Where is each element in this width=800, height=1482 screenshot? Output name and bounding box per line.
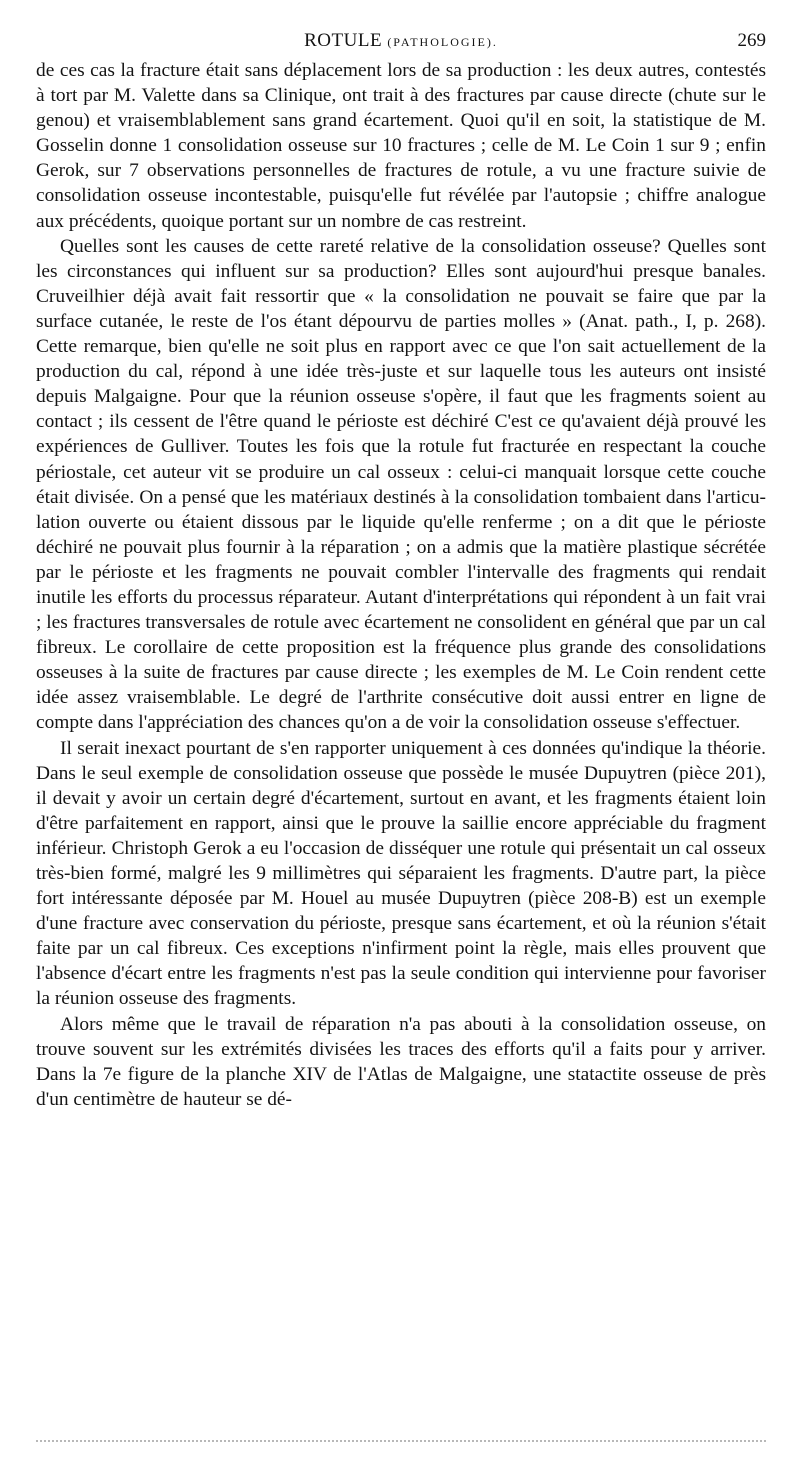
document-page <box>36 0 766 1482</box>
title-main: ROTULE <box>304 30 383 51</box>
paragraph-2: Quelles sont les causes de cette rareté relative de la consolidation osseuse? Quelles sont les circonstances qui influent sur sa production? Elles sont aujourd'hui presque banales. Cruveilhier déjà avait fait ressortir que « la consolidation ne pouvait se faire que par la surface cutanée, le reste de l'os étant dépourvu de parties molles » (Anat. path., I, p. 268). Cette remarque, bien qu'elle ne soit plus en rapport avec ce que l'on sait actuellement de la production du cal, répond à une idée très-juste et sur laquelle tous les auteurs ont insisté depuis Malgaigne. Pour que la réunion osseuse s'opère, il faut que les fragments soient au contact ; ils cessent de l'être quand le périoste est déchiré C'est ce qu'avaient déjà prouvé les expériences de Gulliver. Toutes les fois que la rotule fut fracturée en respectant la couche périostale, cet auteur vit se produire un cal osseux : celui-ci manquait lorsque cette couche était divisée. On a pensé que les matériaux destinés à la consolidation tombaient dans l'articulation ouverte ou étaient dissous par le liquide qu'elle renferme ; on a dit que le périoste déchiré ne pouvait plus fournir à la réparation ; on a admis que la matière plastique sécrétée par le périoste et les fragments ne pouvait combler l'intervalle des fragments qui rendait inutile les efforts du processus réparateur. Autant d'interprétations qui répondent à un fait vrai ; les fractures transversales de rotule avec écartement ne consolident en général que par un cal fibreux. Le corollaire de cette proposition est la fréquence plus grande des consolidations osseuses à la suite de fractures par cause directe ; les exemples de M. Le Coin rendent cette idée assez vraisemblable. Le degré de l'arthrite consécutive doit aussi entrer en ligne de compte dans l'appréciation des chances qu'on a de voir la consolidation osseuse s'effectuer. <box>36 235 766 734</box>
page-number: 269 <box>737 30 766 51</box>
running-head <box>36 0 766 62</box>
body-text <box>36 58 766 1112</box>
footer-dotted-rule <box>36 1440 766 1444</box>
paragraph-4: Alors même que le travail de réparation n'a pas abouti à la consolidation osseuse, on trouve souvent sur les extrémités divisées les traces des efforts qu'il a faits pour y arriver. Dans la 7e figure de la planche XIV de l'Atlas de Malgaigne, une statactite osseuse de près d'un centimètre de hauteur se dé- <box>36 1013 766 1110</box>
title-sub: (PATHOLOGIE). <box>387 35 498 49</box>
paragraph-3: Il serait inexact pourtant de s'en rapporter uniquement à ces données qu'indique la théorie. Dans le seul exemple de consolidation osseuse que possède le musée Dupuytren (pièce 201), il devait y avoir un certain degré d'écartement, surtout en avant, et les fragments étaient loin d'être parfaitement en rapport, ainsi que le prouve la saillie encore appréciable du fragment inférieur. Christoph Gerok a eu l'occasion de disséquer une rotule qui présentait un cal osseux très-bien formé, malgré les 9 millimètres qui séparaient les fragments. D'autre part, la pièce fort intéressante déposée par M. Houel au musée Dupuytren (pièce 208-B) est un exemple d'une fracture avec conservation du périoste, presque sans écartement, et où la réunion s'était faite par un cal fibreux. Ces exceptions n'infirment point la règle, mais elles prouvent que l'absence d'écart entre les fragments n'est pas la seule condition qui intervienne pour favoriser la réunion osseuse des fragments. <box>36 737 766 1010</box>
running-title <box>36 30 766 52</box>
paragraph-1: de ces cas la fracture était sans déplacement lors de sa production : les deux autres, contestés à tort par M. Valette dans sa Clinique, ont trait à des fractures par cause directe (chute sur le genou) et vraisemblablement sans grand écartement. Quoi qu'il en soit, la statistique de M. Gosselin donne 1 consolidation osseuse sur 10 fractures ; celle de M. Le Coin 1 sur 9 ; enfin Gerok, sur 7 observations personnelles de fractures de rotule, a vu une fracture suivie de consolidation osseuse incontestable, puisqu'elle fut révélée par l'autopsie ; chiffre analogue aux précédents, quoique portant sur un nombre de cas restreint. <box>36 60 766 232</box>
